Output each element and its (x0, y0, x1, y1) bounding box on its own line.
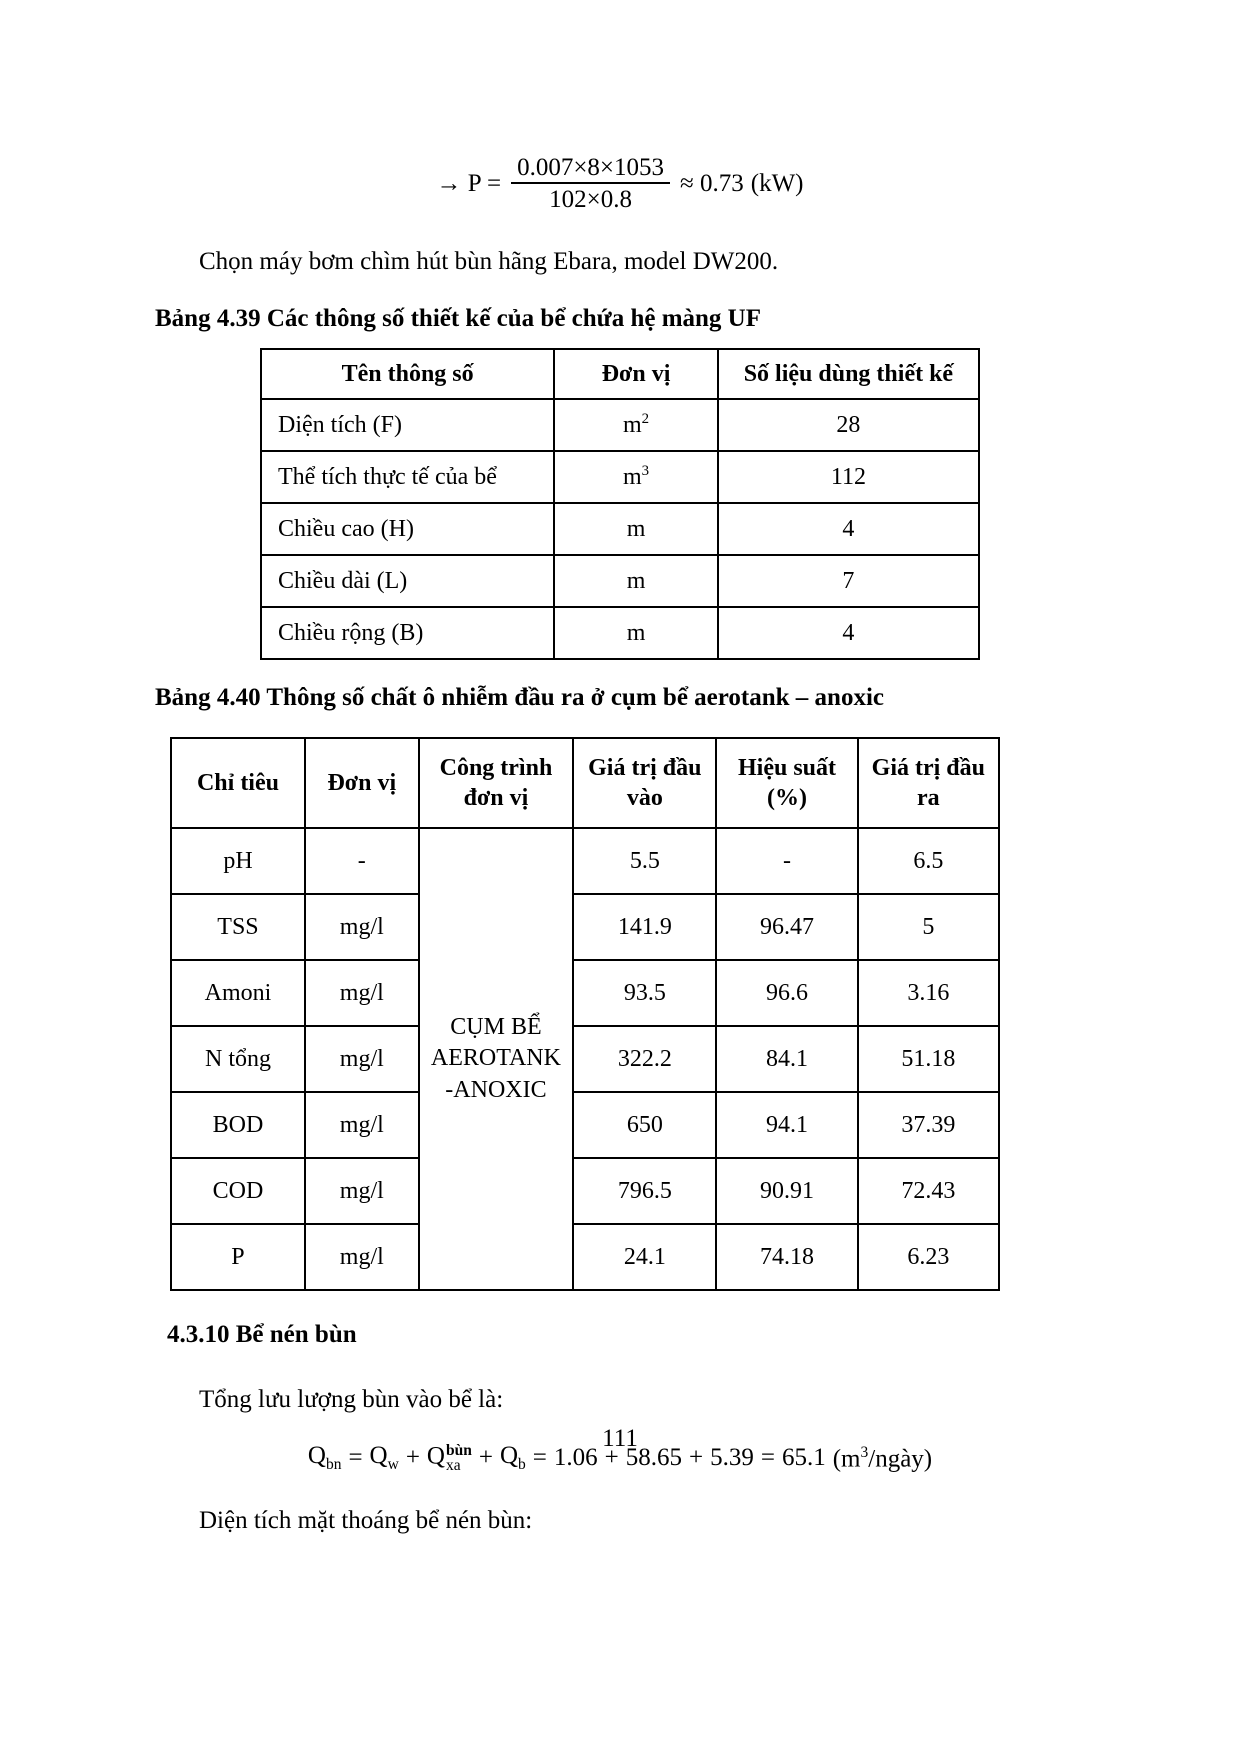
table-440-cell-indicator: Amoni (171, 960, 305, 1026)
formula-qbn-term1: 1.06 (553, 1444, 598, 1472)
table-440-cell-efficiency: 96.6 (716, 960, 857, 1026)
table-440-cell-inlet: 93.5 (573, 960, 716, 1026)
qxa-subscript: xa (445, 1456, 461, 1474)
table-439-cell-value: 4 (718, 503, 979, 555)
table-440-cell-inlet: 24.1 (573, 1224, 716, 1290)
table-row (261, 607, 979, 659)
page-content (155, 0, 1085, 1538)
table-440-cell-efficiency: - (716, 828, 857, 894)
table-440-cell-inlet: 796.5 (573, 1158, 716, 1224)
table-row (261, 451, 979, 503)
table-440-cell-efficiency: 90.91 (716, 1158, 857, 1224)
table-440-cell-efficiency: 84.1 (716, 1026, 857, 1092)
table-row (171, 960, 999, 1026)
header-line-1: Đơn vị (327, 770, 397, 796)
table-440-cell-unit: mg/l (305, 1026, 419, 1092)
table-439-cell-unit (554, 503, 718, 555)
merged-line-3: -ANOXIC (445, 1076, 547, 1103)
qw-symbol: Q (369, 1442, 388, 1469)
formula-power-lead: → P = (436, 170, 502, 197)
paragraph-pump-selection: Chọn máy bơm chìm hút bùn hãng Ebara, model DW200. (199, 248, 779, 275)
table-440-cell-indicator: COD (171, 1158, 305, 1224)
page-number: 111 (602, 1425, 638, 1452)
section-heading-4-3-10: 4.3.10 Bể nén bùn (167, 1321, 357, 1348)
table-440-cell-inlet: 141.9 (573, 894, 716, 960)
header-line-1: Hiệu suất (738, 755, 837, 781)
caption-table-440: Bảng 4.40 Thông số chất ô nhiễm đầu ra ở cụm bể aerotank – anoxic (155, 684, 884, 711)
formula-power-numerator: 0.007×8×1053 (511, 155, 670, 184)
table-440-cell-indicator: pH (171, 828, 305, 894)
table-440-cell-indicator: P (171, 1224, 305, 1290)
formula-qbn-plus2: + (478, 1444, 493, 1472)
table-439 (260, 348, 980, 660)
formula-power-approx: ≈ 0.73 (680, 170, 744, 197)
table-row (171, 894, 999, 960)
table-440-cell-outlet: 6.5 (858, 828, 999, 894)
table-440-cell-outlet: 6.23 (858, 1224, 999, 1290)
table-439-cell-name: Chiều rộng (B) (261, 607, 554, 659)
header-line-1: Chỉ tiêu (196, 770, 279, 796)
table-439-cell-unit (554, 607, 718, 659)
table-440-cell-indicator: N tổng (171, 1026, 305, 1092)
paragraph-surface-area: Diện tích mặt thoáng bể nén bùn: (199, 1506, 533, 1534)
table-439-cell-value: 7 (718, 555, 979, 607)
table-440-cell-unit: mg/l (305, 894, 419, 960)
formula-qbn-plus3: + (604, 1444, 619, 1472)
formula-qbn-term3: 5.39 (710, 1444, 754, 1472)
table-440-cell-inlet: 5.5 (573, 828, 716, 894)
formula-qbn-plus1: + (405, 1444, 420, 1472)
merged-line-1: CỤM BỂ (450, 1014, 542, 1041)
table-440 (170, 737, 1000, 1291)
table-row (171, 828, 999, 894)
table-row (171, 1224, 999, 1290)
table-440-header-row (171, 738, 999, 828)
table-440-cell-inlet: 322.2 (573, 1026, 716, 1092)
table-row (171, 1092, 999, 1158)
header-line-1: Giá trị đầu (588, 755, 702, 781)
table-439-cell-name: Thể tích thực tế của bể (261, 451, 554, 503)
table-439-cell-name: Chiều dài (L) (261, 555, 554, 607)
table-440-cell-unit: mg/l (305, 1158, 419, 1224)
table-439-header-unit: Đơn vị (554, 349, 718, 399)
table-439-header-value: Số liệu dùng thiết kế (718, 349, 979, 399)
table-440-cell-outlet: 5 (858, 894, 999, 960)
unit-rest: /ngày) (868, 1444, 933, 1472)
formula-qbn-eq1: = (348, 1444, 363, 1472)
table-440-cell-unit: - (305, 828, 419, 894)
unit-exponent: 3 (860, 1443, 869, 1461)
formula-qbn-term2: 58.65 (625, 1444, 682, 1472)
table-440-header-outlet (858, 738, 999, 828)
unit-base: m (626, 516, 646, 542)
formula-power-denominator: 102×0.8 (549, 186, 632, 213)
unit-base: m (622, 464, 642, 490)
table-row (171, 1026, 999, 1092)
formula-power-fraction (511, 155, 670, 212)
unit-base: m (626, 568, 646, 594)
table-440-cell-facility-merged (419, 828, 574, 1290)
qxa-superscript: bùn (445, 1442, 472, 1460)
unit-exponent: 3 (641, 463, 650, 479)
formula-qbn-eq2: = (532, 1444, 547, 1472)
table-440-header-unit (305, 738, 419, 828)
table-440-cell-indicator: TSS (171, 894, 305, 960)
unit-base: m (622, 412, 642, 438)
qb-subscript: b (518, 1456, 526, 1473)
table-439-cell-unit (554, 451, 718, 503)
formula-qbn-plus4: + (689, 1444, 704, 1472)
header-line-1: Giá trị đầu (871, 755, 985, 781)
table-439-cell-value: 112 (718, 451, 979, 503)
unit-base: m (626, 620, 646, 646)
table-440-cell-efficiency: 96.47 (716, 894, 857, 960)
table-row (171, 1158, 999, 1224)
table-440-cell-unit: mg/l (305, 960, 419, 1026)
table-440-cell-indicator: BOD (171, 1092, 305, 1158)
table-439-cell-name: Chiều cao (H) (261, 503, 554, 555)
table-440-cell-efficiency: 94.1 (716, 1092, 857, 1158)
q-symbol: Q (307, 1442, 326, 1469)
table-440-header-indicator (171, 738, 305, 828)
header-line-2: đơn vị (463, 785, 529, 811)
formula-power (155, 155, 1085, 212)
table-row (261, 555, 979, 607)
table-440-cell-outlet: 37.39 (858, 1092, 999, 1158)
table-440-header-efficiency (716, 738, 857, 828)
header-line-2: vào (626, 785, 663, 811)
header-line-2: ra (917, 785, 940, 811)
table-row (261, 399, 979, 451)
qw-subscript: w (387, 1456, 399, 1473)
header-line-1: Công trình (439, 755, 553, 781)
q-subscript: bn (325, 1456, 342, 1473)
table-440-cell-outlet: 3.16 (858, 960, 999, 1026)
qxa-symbol: Q (426, 1442, 445, 1470)
table-440-cell-outlet: 72.43 (858, 1158, 999, 1224)
table-439-cell-value: 28 (718, 399, 979, 451)
table-440-cell-inlet: 650 (573, 1092, 716, 1158)
header-line-2: (%) (767, 785, 807, 811)
table-440-header-facility (419, 738, 574, 828)
table-439-cell-name: Diện tích (F) (261, 399, 554, 451)
unit-exponent: 2 (641, 411, 650, 427)
qb-symbol: Q (499, 1442, 519, 1469)
unit-open: (m (832, 1444, 861, 1472)
merged-line-2: AEROTANK (430, 1045, 561, 1072)
formula-qbn-eq3: = (760, 1444, 775, 1472)
paragraph-total-flow: Tổng lưu lượng bùn vào bể là: (199, 1386, 504, 1413)
table-439-cell-unit (554, 399, 718, 451)
table-440-cell-efficiency: 74.18 (716, 1224, 857, 1290)
table-439-header-name: Tên thông số (261, 349, 554, 399)
formula-qbn-result: 65.1 (781, 1444, 826, 1472)
table-439-cell-value: 4 (718, 607, 979, 659)
table-440-cell-unit: mg/l (305, 1224, 419, 1290)
table-row (261, 503, 979, 555)
formula-power-unit: (kW) (750, 170, 804, 197)
caption-table-439: Bảng 4.39 Các thông số thiết kế của bể chứa hệ màng UF (155, 305, 761, 332)
table-439-header-row (261, 349, 979, 399)
table-440-cell-outlet: 51.18 (858, 1026, 999, 1092)
table-440-cell-unit: mg/l (305, 1092, 419, 1158)
table-440-header-inlet (573, 738, 716, 828)
table-439-cell-unit (554, 555, 718, 607)
